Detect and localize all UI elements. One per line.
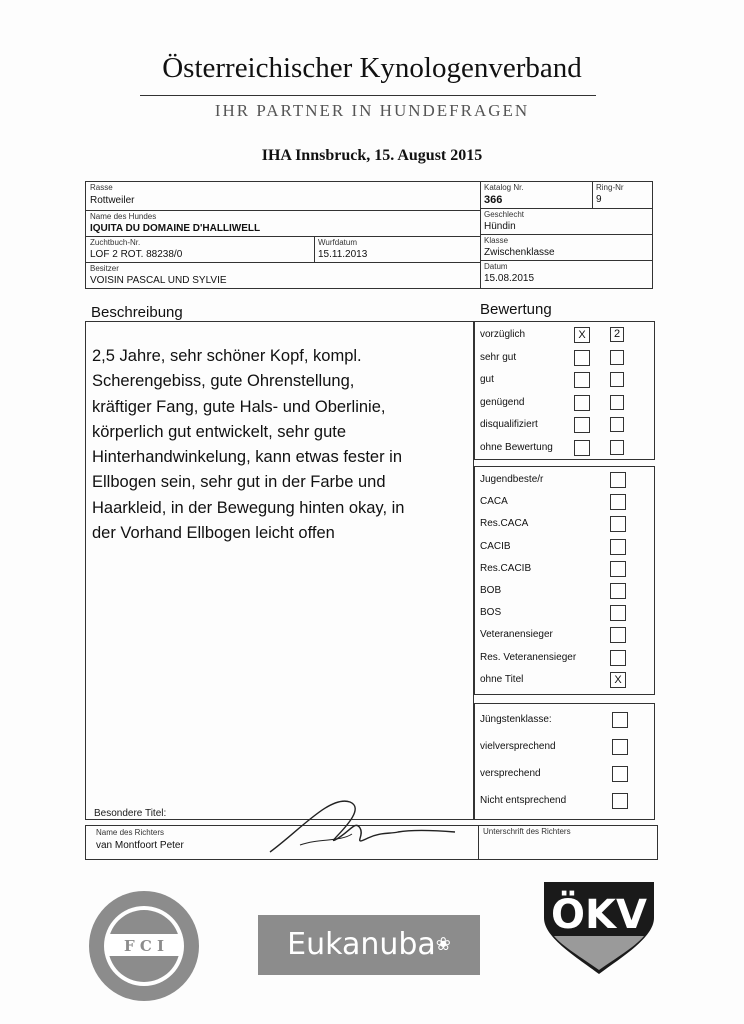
formwert-label: gut [480,374,494,385]
titel-label: CACIB [480,540,511,552]
ring-value: 9 [596,194,602,205]
titel-checkbox[interactable] [610,561,626,577]
geschlecht-label: Geschlecht [484,210,525,219]
richter-name-value: van Montfoort Peter [96,840,184,851]
titel-checkbox[interactable] [610,494,626,510]
juengsten-label: Jüngstenklasse: [480,714,552,725]
titel-label: Jugendbeste/r [480,474,544,485]
richter-name-label: Name des Richters [96,828,165,837]
datum-label: Datum [484,262,508,271]
titel-checkbox[interactable] [610,650,626,666]
titel-label: CACA [480,496,508,508]
beschreibung-heading: Beschreibung [91,304,183,321]
titel-checkbox[interactable] [610,605,626,621]
formwert-label: vorzüglich [480,329,526,340]
titel-label: BOS [480,607,502,619]
titel-label: ohne Titel [480,673,524,685]
formwert-grade-box[interactable] [610,350,624,365]
formwert-checkbox[interactable] [574,417,590,433]
datum-value: 15.08.2015 [484,273,535,284]
unterschrift-label: Unterschrift des Richters [483,827,571,836]
titel-checkbox[interactable] [610,472,626,488]
eukanuba-text: Eukanuba [287,927,436,962]
juengsten-checkbox[interactable] [612,712,628,728]
besitzer-label: Besitzer [90,264,119,273]
formwert-grade-box[interactable] [610,440,624,455]
formwert-checkbox[interactable] [574,350,590,366]
juengsten-label: vielversprechend [480,741,556,752]
formwert-label: sehr gut [480,351,517,363]
zuchtbuch-label: Zuchtbuch-Nr. [90,238,141,247]
juengsten-label: Nicht entsprechend [480,795,567,806]
formwert-grade-box[interactable] [610,372,624,387]
rasse-label: Rasse [90,183,113,192]
formwert-checkbox[interactable]: X [574,327,590,343]
wurfdatum-label: Wurfdatum [318,238,357,247]
titel-label: Res.CACIB [480,562,532,574]
besondere-titel-label: Besondere Titel: [94,808,167,819]
tagline: IHR PARTNER IN HUNDEFRAGEN [214,101,530,120]
besitzer-value: VOISIN PASCAL UND SYLVIE [90,275,227,286]
titel-label: Res.CACA [480,518,529,530]
formwert-grade-box[interactable] [610,395,624,410]
klasse-value: Zwischenklasse [484,247,555,258]
eukanuba-logo [258,915,480,975]
hundename-value: IQUITA DU DOMAINE D'HALLIWELL [90,223,261,234]
klasse-label: Klasse [484,236,509,245]
hundename-label: Name des Hundes [90,212,157,221]
zuchtbuch-value: LOF 2 ROT. 88238/0 [90,249,183,260]
org-name: Österreichischer Kynologenverband [162,52,582,84]
juengsten-checkbox[interactable] [612,793,628,809]
info-table [85,181,653,289]
formwert-checkbox[interactable] [574,372,590,388]
formwert-grade-box[interactable]: 2 [610,327,624,342]
formwert-checkbox[interactable] [574,440,590,456]
title-divider [140,95,596,96]
wurfdatum-value: 15.11.2013 [318,249,368,260]
juengsten-label: versprechend [480,768,541,779]
rasse-value: Rottweiler [90,195,135,206]
titel-label: Veteranensieger [480,629,553,641]
formwert-checkbox[interactable] [574,395,590,411]
paw-icon: ❀ [435,934,451,955]
event-title: IHA Innsbruck, 15. August 2015 [261,147,483,164]
beschreibung-text: 2,5 Jahre, sehr schöner Kopf, kompl. Scherengebiss, gute Ohrenstellung, kräftiger Fang, gute Hals- und Oberlinie, körperlich gut entwickelt, sehr gute Hinterhandwinkelung, kann etwas fester in Ellbogen sein, sehr gut in der Farbe und Haarkleid, in der Bewegung hinten okay, in der Vorhand Ellbogen leicht offen [92,347,405,543]
fci-logo [86,888,202,1004]
formwert-label: genügend [480,396,525,408]
formwert-label: disqualifiziert [480,419,538,430]
juengsten-checkbox[interactable] [612,739,628,755]
katalog-value: 366 [484,194,503,206]
titel-label: BOB [480,585,502,596]
formwert-label: ohne Bewertung [480,441,553,453]
titel-label: Res. Veteranensieger [480,651,577,663]
titel-checkbox[interactable] [610,583,626,599]
ring-label: Ring-Nr [596,183,624,192]
okv-text: ÖKV [551,892,647,938]
formwert-box [474,321,655,460]
titel-checkbox[interactable] [610,516,626,532]
bewertung-heading: Bewertung [480,301,552,318]
okv-logo [540,878,658,978]
katalog-label: Katalog Nr. [484,183,524,192]
geschlecht-value: Hündin [484,221,516,232]
titel-checkbox[interactable]: X [610,672,626,688]
judge-signature [240,790,460,860]
titel-checkbox[interactable] [610,627,626,643]
juengsten-checkbox[interactable] [612,766,628,782]
fci-text: F C I [123,937,165,955]
titel-checkbox[interactable] [610,539,626,555]
formwert-grade-box[interactable] [610,417,624,432]
